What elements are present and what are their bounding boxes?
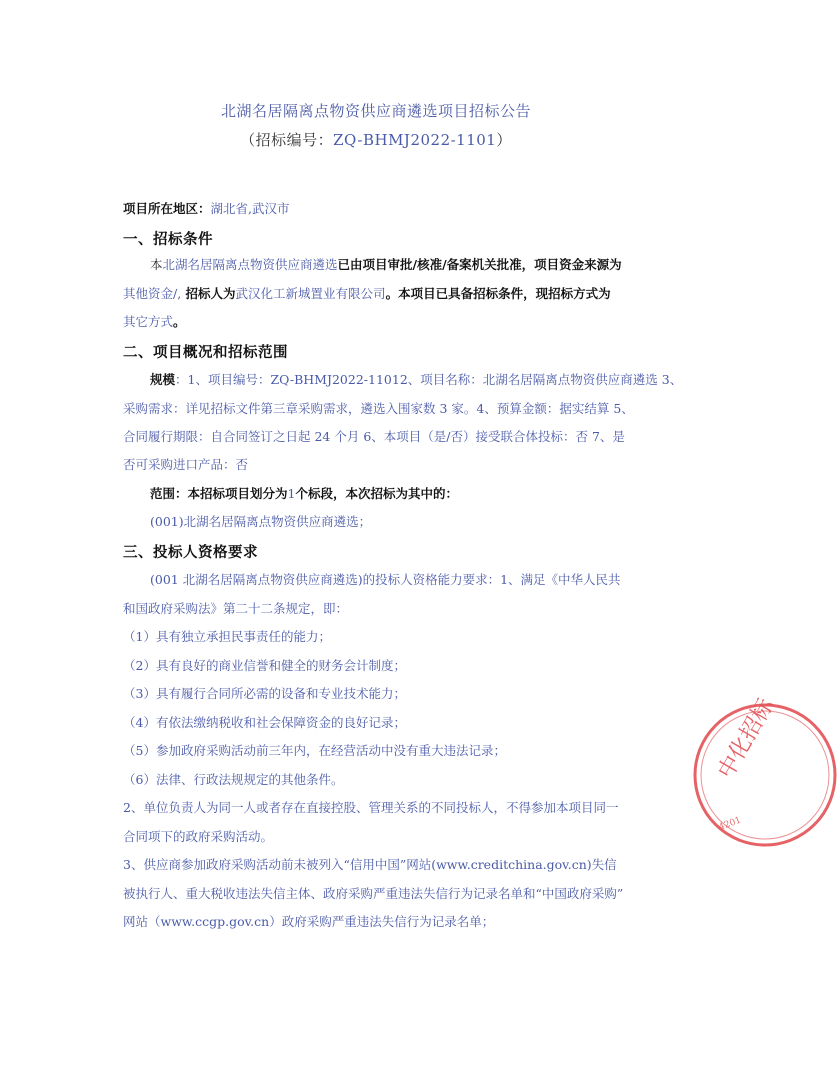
section-3-line-2: 和国政府采购法》第二十二条规定，即： [123, 601, 349, 616]
tender-code-prefix: （招标编号： [240, 131, 334, 149]
region-value: 湖北省,武汉市 [210, 201, 290, 216]
section-2-line-2: 采购需求：详见招标文件第三章采购需求，遴选入围家数 3 家。4、预算金额：据实结算 5、 [123, 401, 634, 416]
qualification-item: （5）参加政府采购活动前三年内，在经营活动中没有重大违法记录； [123, 743, 506, 758]
qualification-item: （6）法律、行政法规规定的其他条件。 [123, 772, 344, 787]
document-title: 北湖名居隔离点物资供应商遴选项目招标公告 [220, 102, 531, 120]
company-seal [690, 694, 840, 850]
sec1-fund-source: 其他资金/, [123, 286, 182, 301]
lot-item: (001)北湖名居隔离点物资供应商遴选； [150, 514, 372, 529]
qualification-item: （1）具有独立承担民事责任的能力； [123, 629, 331, 644]
sec1-tenderer: 武汉化工新城置业有限公司 [235, 286, 386, 301]
section-2-line-1 [150, 371, 682, 389]
sec1-period: 。 [173, 314, 186, 329]
scope-lot-count: 1 [287, 486, 296, 501]
seal-text: 中化招标 [713, 694, 780, 783]
scope-line [150, 485, 458, 503]
scope-text-a: 范围：本招标项目划分为 [150, 486, 288, 501]
paragraph-3-line-3: 网站（www.ccgp.gov.cn）政府采购严重违法失信行为记录名单； [123, 914, 495, 929]
paragraph-3-line-1: 3、供应商参加政府采购活动前未被列入“信用中国”网站(www.creditchina.gov.cn)失信 [123, 857, 617, 872]
tender-code-suffix: ） [496, 131, 512, 149]
section-3-heading: 三、投标人资格要求 [123, 544, 258, 561]
section-2-heading: 二、项目概况和招标范围 [123, 344, 288, 361]
region-label: 项目所在地区： [123, 201, 211, 216]
sec1-text-b2: 招标人为 [181, 286, 236, 301]
paragraph-2-line-1: 2、单位负责人为同一人或者存在直接控股、管理关系的不同投标人，不得参加本项目同一 [123, 800, 619, 815]
sec1-text-c: 已由项目审批/核准/备案机关批准，项目资金来源为 [337, 257, 622, 272]
sec1-text-a: 本 [150, 257, 163, 272]
section-2-line-3: 合同履行期限：自合同签订之日起 24 个月 6、本项目（是/否）接受联合体投标：否 7、是 [123, 429, 625, 444]
sec1-text-d2: 。本项目已具备招标条件，现招标方式为 [385, 286, 611, 301]
qualification-item: （4）有依法缴纳税收和社会保障资金的良好记录； [123, 715, 406, 730]
project-region [123, 200, 290, 218]
section-1-line-1 [150, 256, 622, 274]
qualification-item: （2）具有良好的商业信誉和健全的财务会计制度； [123, 658, 406, 673]
paragraph-2-line-2: 合同项下的政府采购活动。 [123, 829, 274, 844]
qualification-item: （3）具有履行合同所必需的设备和专业技术能力； [123, 686, 406, 701]
tender-code-value: ZQ-BHMJ2022-1101 [333, 131, 497, 149]
section-1-line-3 [123, 313, 186, 331]
section-2-line-4: 否可采购进口产品：否 [123, 457, 249, 472]
paragraph-3-line-2: 被执行人、重大税收违法失信主体、政府采购严重违法失信行为记录名单和“中国政府采购” [123, 886, 624, 901]
seal-number: 4201 [717, 815, 743, 833]
scale-label: 规模 [150, 372, 176, 387]
scale-text-1: ：1、项目编号：ZQ-BHMJ2022-11012、项目名称：北湖名居隔离点物资供应商遴选 3、 [175, 372, 683, 387]
sec1-project-name: 北湖名居隔离点物资供应商遴选 [162, 257, 338, 272]
tender-code [0, 129, 752, 150]
section-1-line-2 [123, 285, 611, 303]
scope-text-c: 个标段，本次招标为其中的： [295, 486, 458, 501]
sec1-method: 其它方式 [123, 314, 174, 329]
section-3-line-1: (001 北湖名居隔离点物资供应商遴选)的投标人资格能力要求：1、满足《中华人民共 [150, 572, 621, 587]
section-1-heading: 一、招标条件 [123, 231, 213, 248]
